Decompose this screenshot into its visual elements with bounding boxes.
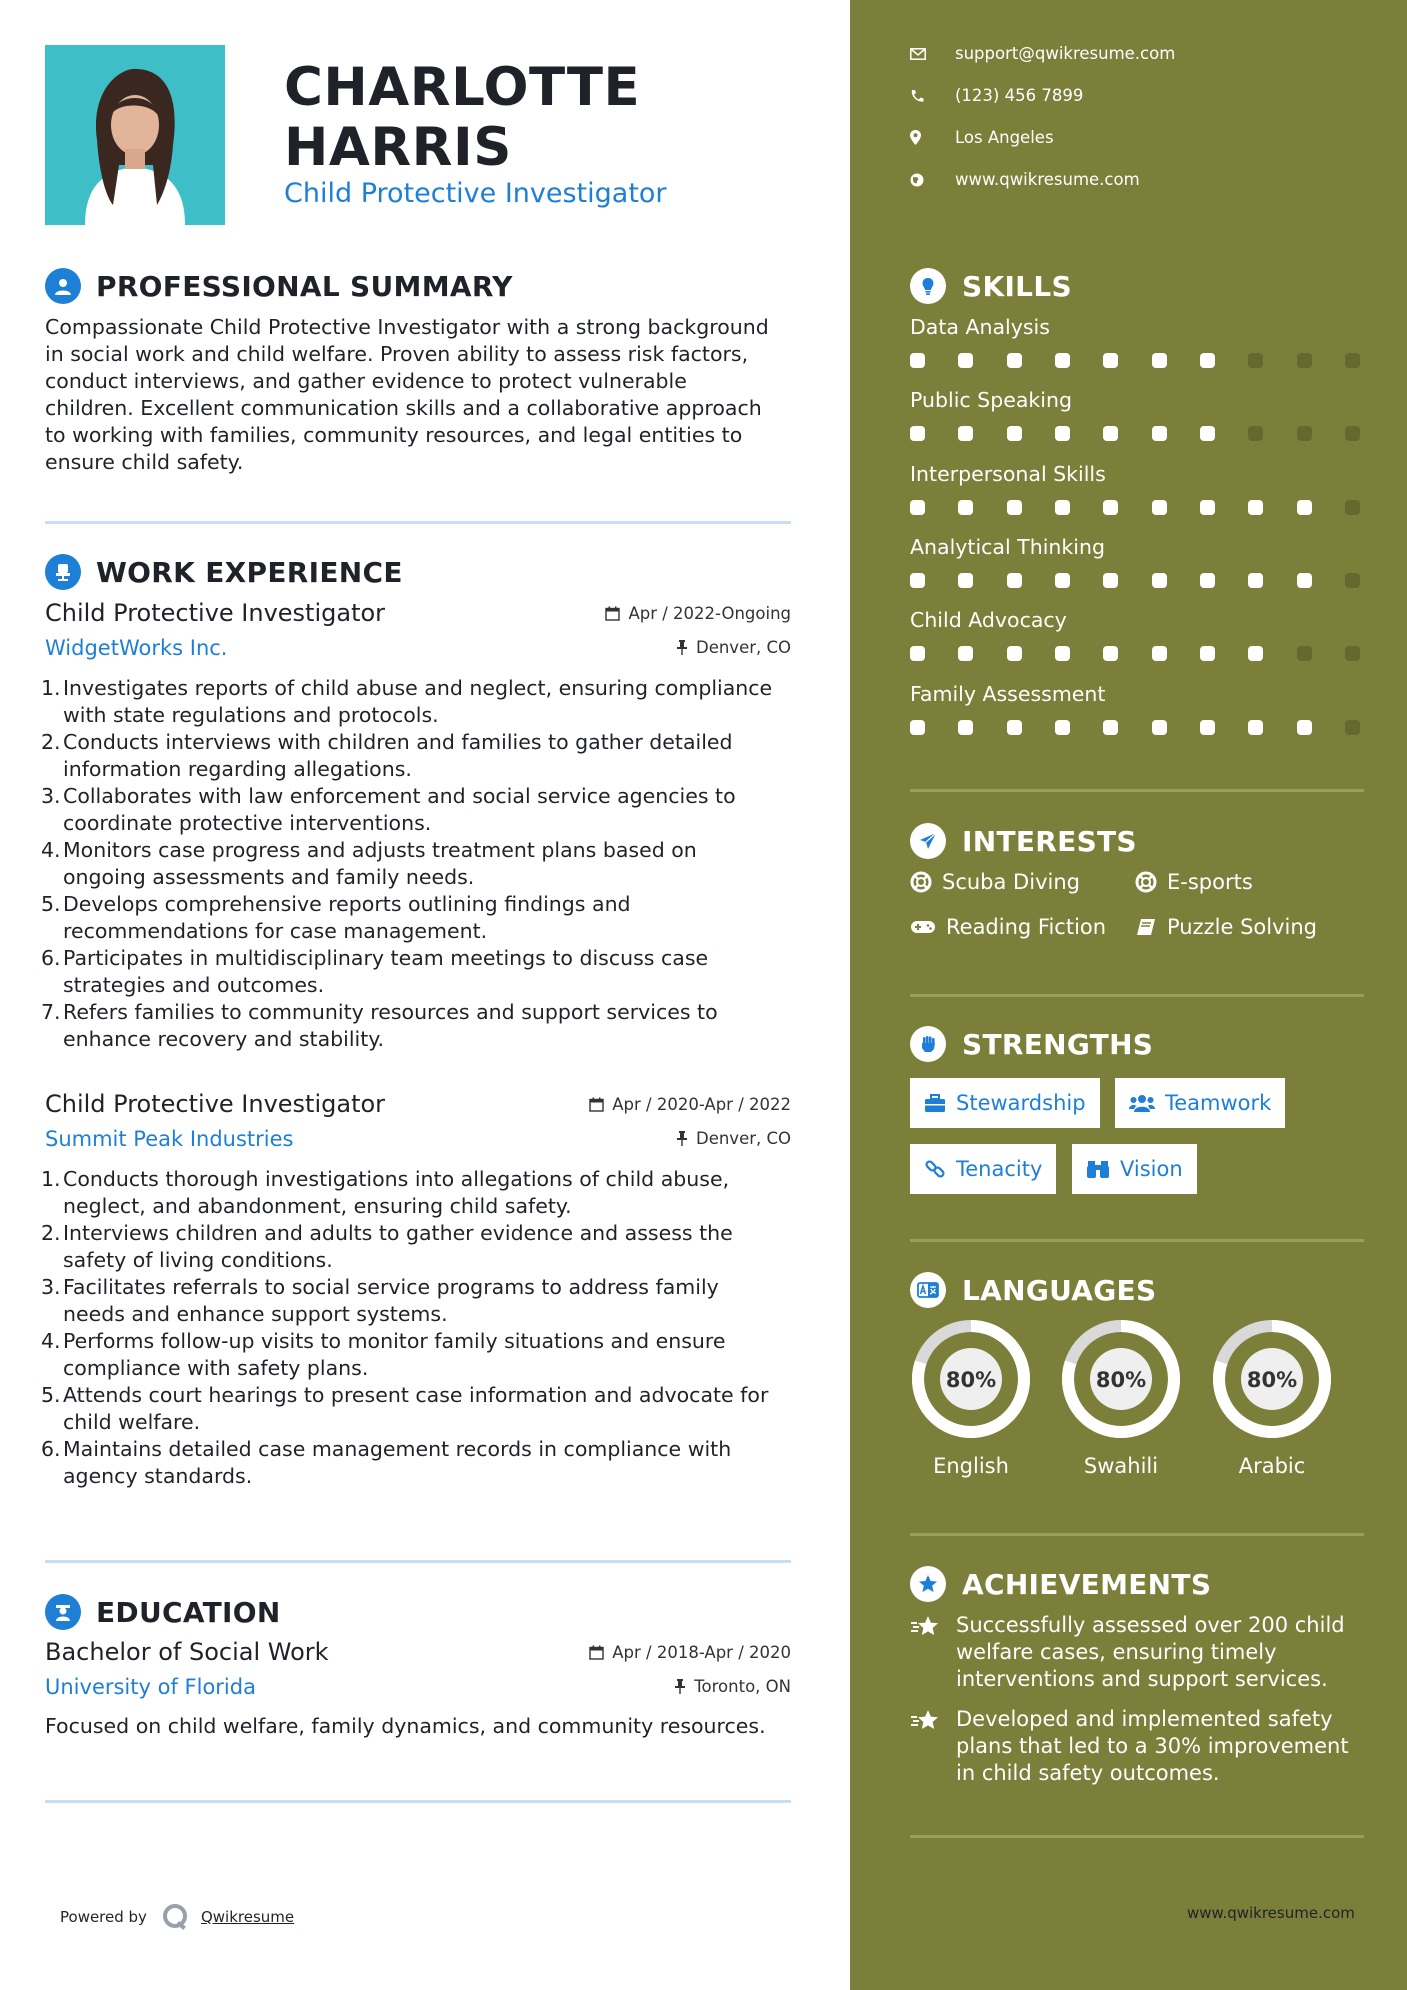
summary-line: conduct interviews, and gather evidence to protect vulnerable: [45, 369, 687, 393]
graduate-icon: [45, 1594, 81, 1630]
list-line: Participates in multidisciplinary team meetings to discuss case: [63, 946, 709, 970]
language-ring: [909, 1317, 1033, 1441]
skill-dot-filled: [1297, 573, 1312, 588]
list-line: with state regulations and protocols.: [63, 703, 439, 727]
powered-by: [60, 1902, 294, 1932]
education-description: Focused on child welfare, family dynamics, and community resources.: [45, 1714, 766, 1738]
list-number: 7.: [41, 1000, 61, 1024]
job-entry-title: Child Protective Investigator: [45, 1090, 386, 1118]
skill-dot-filled: [1007, 426, 1022, 441]
skill-dot-filled: [1152, 353, 1167, 368]
list-number: 5.: [41, 1383, 61, 1407]
name-line-1: CHARLOTTE: [284, 57, 641, 118]
summary-heading: [45, 268, 513, 304]
phone-icon: [910, 89, 924, 103]
list-item: [41, 1328, 791, 1382]
job-dates-text: Apr / 2020-Apr / 2022: [612, 1095, 791, 1114]
achievements-title: ACHIEVEMENTS: [962, 1567, 1212, 1601]
skill-dot-filled: [1055, 500, 1070, 515]
list-item: [41, 837, 791, 891]
language-name: Swahili: [1083, 1454, 1159, 1478]
languages-title: LANGUAGES: [962, 1273, 1157, 1307]
degree: Bachelor of Social Work: [45, 1638, 329, 1666]
skill-dot-filled: [1055, 426, 1070, 441]
language-name: Arabic: [1238, 1454, 1306, 1478]
job-entry: [41, 599, 791, 1053]
achievement-line: Successfully assessed over 200 child: [956, 1613, 1345, 1637]
skill-dot-filled: [958, 353, 973, 368]
interest-item: [910, 870, 1080, 894]
skill-item: [910, 535, 1364, 588]
skill-rating: [910, 353, 1360, 368]
list-line: Investigates reports of child abuse and neglect, ensuring compliance: [63, 676, 773, 700]
chair-icon: [45, 554, 81, 590]
powered-by-label: Powered by: [60, 1908, 147, 1926]
skill-rating: [910, 500, 1360, 515]
list-line: needs and enhance support systems.: [63, 1302, 448, 1326]
pin-icon: [674, 1679, 686, 1694]
skill-dot-filled: [1200, 353, 1215, 368]
interest-label: E-sports: [1167, 870, 1253, 894]
list-line: Conducts thorough investigations into allegations of child abuse,: [63, 1167, 730, 1191]
list-line: enhance recovery and stability.: [63, 1027, 385, 1051]
summary-line: in social work and child welfare. Proven ability to assess risk factors,: [45, 342, 749, 366]
contact-website[interactable]: [910, 170, 1140, 189]
skill-dot-filled: [910, 426, 925, 441]
school-name: University of Florida: [45, 1675, 256, 1699]
language-item: [909, 1317, 1033, 1478]
contact-phone[interactable]: [910, 86, 1083, 105]
skill-dot-empty: [1345, 500, 1360, 515]
list-line: Performs follow-up visits to monitor family situations and ensure: [63, 1329, 726, 1353]
education-entry: [45, 1638, 791, 1740]
skill-dot-empty: [1297, 426, 1312, 441]
language-item: [1210, 1317, 1334, 1478]
skill-dot-filled: [1152, 500, 1167, 515]
list-item: [41, 945, 791, 999]
company-name: Summit Peak Industries: [45, 1127, 294, 1151]
skill-dot-filled: [1248, 573, 1263, 588]
lifebuoy-icon: [1135, 871, 1157, 893]
skill-dot-filled: [1055, 573, 1070, 588]
skill-name: Public Speaking: [910, 388, 1072, 412]
footer-website[interactable]: www.qwikresume.com: [1187, 1904, 1355, 1922]
achievement-text: [956, 1706, 1349, 1787]
skill-dot-filled: [1248, 720, 1263, 735]
list-number: 2.: [41, 730, 61, 754]
list-item: [41, 1382, 791, 1436]
list-line: neglect, and abandonment, ensuring child safety.: [63, 1194, 572, 1218]
briefcase-icon: [924, 1094, 946, 1113]
achievement-line: plans that led to a 30% improvement: [956, 1734, 1349, 1758]
skill-dot-empty: [1297, 353, 1312, 368]
calendar-icon: [589, 1645, 604, 1660]
user-icon: [45, 268, 81, 304]
book-icon: [1135, 917, 1157, 937]
skill-dot-filled: [1103, 426, 1118, 441]
list-item: [41, 1166, 791, 1220]
job-location-text: Denver, CO: [695, 1129, 791, 1148]
strength-label: Teamwork: [1165, 1091, 1272, 1115]
skill-dot-filled: [1200, 500, 1215, 515]
language-item: [1059, 1317, 1183, 1478]
skill-name: Data Analysis: [910, 315, 1050, 339]
strengths-title: STRENGTHS: [962, 1027, 1154, 1061]
users-icon: [1129, 1094, 1155, 1112]
job-title: Child Protective Investigator: [284, 178, 667, 209]
summary-line: children. Excellent communication skills and a collaborative approach: [45, 396, 762, 420]
calendar-icon: [589, 1097, 604, 1112]
strength-badge: [910, 1078, 1100, 1128]
skill-name: Analytical Thinking: [910, 535, 1105, 559]
job-dates: [589, 1095, 791, 1114]
interest-label: Reading Fiction: [946, 915, 1107, 939]
achievements-heading: [910, 1566, 1211, 1602]
list-line: Attends court hearings to present case information and advocate for: [63, 1383, 769, 1407]
skill-dot-filled: [1200, 573, 1215, 588]
strength-badge: [910, 1144, 1056, 1194]
list-number: 4.: [41, 1329, 61, 1353]
job-bullets: [41, 1166, 791, 1490]
list-item: [41, 891, 791, 945]
contact-phone-text: (123) 456 7899: [955, 86, 1084, 105]
list-line: Refers families to community resources and support services to: [63, 1000, 718, 1024]
lightbulb-icon: [910, 268, 946, 304]
list-item: [41, 1274, 791, 1328]
job-dates-text: Apr / 2022-Ongoing: [628, 604, 791, 623]
summary-title: PROFESSIONAL SUMMARY: [96, 269, 513, 303]
skill-dot-filled: [1007, 573, 1022, 588]
divider: [910, 789, 1364, 792]
skill-dot-filled: [1103, 646, 1118, 661]
languages-heading: [910, 1272, 1156, 1308]
achievement-line: welfare cases, ensuring timely: [956, 1640, 1277, 1664]
list-line: Develops comprehensive reports outlining findings and: [63, 892, 631, 916]
skill-dot-filled: [1055, 720, 1070, 735]
interest-item: [1135, 915, 1317, 939]
experience-heading: [45, 554, 403, 590]
list-line: compliance with safety plans.: [63, 1356, 369, 1380]
list-line: child welfare.: [63, 1410, 201, 1434]
skill-dot-filled: [1248, 646, 1263, 661]
qwikresume-logo-icon: [161, 1902, 191, 1932]
list-number: 1.: [41, 676, 61, 700]
contact-location-text: Los Angeles: [955, 128, 1054, 147]
interest-label: Scuba Diving: [942, 870, 1080, 894]
skill-item: [910, 315, 1364, 368]
job-location: [676, 1129, 791, 1148]
list-item: [41, 783, 791, 837]
strengths-heading: [910, 1026, 1153, 1062]
achievement-line: Developed and implemented safety: [956, 1707, 1333, 1731]
skill-item: [910, 388, 1364, 441]
list-line: recommendations for case management.: [63, 919, 488, 943]
skill-dot-empty: [1297, 646, 1312, 661]
skill-dot-filled: [910, 573, 925, 588]
list-number: 3.: [41, 784, 61, 808]
job-location-text: Denver, CO: [695, 638, 791, 657]
map-marker-icon: [910, 130, 921, 145]
pin-icon: [676, 640, 688, 655]
skill-dot-filled: [1152, 646, 1167, 661]
list-line: Facilitates referrals to social service programs to address family: [63, 1275, 719, 1299]
education-title: EDUCATION: [96, 1595, 281, 1629]
skill-dot-filled: [958, 426, 973, 441]
list-number: 1.: [41, 1167, 61, 1191]
job-bullets: [41, 675, 791, 1053]
list-line: safety of living conditions.: [63, 1248, 333, 1272]
globe-icon: [910, 173, 924, 187]
skill-dot-filled: [1103, 573, 1118, 588]
skill-dot-filled: [1007, 500, 1022, 515]
star-badge-icon: [910, 1566, 946, 1602]
list-number: 6.: [41, 1437, 61, 1461]
pin-icon: [676, 1131, 688, 1146]
language-ring: [1210, 1317, 1334, 1441]
language-icon: [910, 1272, 946, 1308]
skill-dot-filled: [1055, 646, 1070, 661]
skill-dot-filled: [1152, 720, 1167, 735]
skill-dot-filled: [1007, 720, 1022, 735]
strength-label: Stewardship: [956, 1091, 1086, 1115]
list-line: agency standards.: [63, 1464, 253, 1488]
list-line: strategies and outcomes.: [63, 973, 325, 997]
education-location: [674, 1677, 791, 1696]
divider: [910, 994, 1364, 997]
strength-label: Tenacity: [956, 1157, 1043, 1181]
list-line: Maintains detailed case management records in compliance with: [63, 1437, 732, 1461]
skill-dot-filled: [958, 500, 973, 515]
contact-location: [910, 128, 1054, 147]
profile-photo: [45, 45, 225, 225]
skill-dot-empty: [1248, 426, 1263, 441]
achievement-line: interventions and support services.: [956, 1667, 1328, 1691]
list-line: Interviews children and adults to gather evidence and assess the: [63, 1221, 733, 1245]
language-ring: [1059, 1317, 1183, 1441]
skill-dot-filled: [1152, 426, 1167, 441]
summary-line: Compassionate Child Protective Investigator with a strong background: [45, 315, 769, 339]
skill-dot-filled: [958, 646, 973, 661]
language-percent: 80%: [1095, 1368, 1147, 1392]
summary-text: [45, 314, 795, 476]
skill-dot-empty: [1248, 353, 1263, 368]
skill-name: Child Advocacy: [910, 608, 1067, 632]
list-line: coordinate protective interventions.: [63, 811, 432, 835]
skill-dot-filled: [958, 720, 973, 735]
summary-line: ensure child safety.: [45, 450, 244, 474]
list-line: Collaborates with law enforcement and social service agencies to: [63, 784, 736, 808]
summary-line: to working with families, community resources, and legal entities to: [45, 423, 743, 447]
list-line: Conducts interviews with children and families to gather detailed: [63, 730, 733, 754]
name-line-2: HARRIS: [284, 117, 512, 178]
contact-website-text: www.qwikresume.com: [955, 170, 1140, 189]
achievement-text: [956, 1612, 1345, 1693]
contact-email-text: support@qwikresume.com: [955, 44, 1176, 63]
divider: [910, 1835, 1364, 1838]
list-number: 5.: [41, 892, 61, 916]
strength-badge: [1072, 1144, 1197, 1194]
list-number: 6.: [41, 946, 61, 970]
education-dates-text: Apr / 2018-Apr / 2020: [612, 1643, 791, 1662]
skills-heading: [910, 268, 1072, 304]
interest-label: Puzzle Solving: [1167, 915, 1317, 939]
list-item: [41, 1436, 791, 1490]
divider: [45, 1560, 791, 1563]
divider: [45, 521, 791, 524]
skill-dot-filled: [1200, 720, 1215, 735]
star-icon: [910, 1708, 942, 1734]
list-line: Monitors case progress and adjusts treatment plans based on: [63, 838, 697, 862]
skill-rating: [910, 426, 1360, 441]
list-item: [41, 1220, 791, 1274]
language-percent: 80%: [945, 1368, 997, 1392]
skill-dot-empty: [1345, 646, 1360, 661]
skill-name: Family Assessment: [910, 682, 1106, 706]
skill-dot-empty: [1345, 573, 1360, 588]
skill-dot-filled: [1200, 646, 1215, 661]
skill-item: [910, 462, 1364, 515]
list-item: [41, 999, 791, 1053]
interests-heading: [910, 823, 1137, 859]
skill-dot-filled: [958, 573, 973, 588]
skill-item: [910, 682, 1364, 735]
job-entry-title: Child Protective Investigator: [45, 599, 386, 627]
skill-rating: [910, 646, 1360, 661]
skill-name: Interpersonal Skills: [910, 462, 1106, 486]
skill-rating: [910, 720, 1360, 735]
gamepad-icon: [910, 918, 936, 936]
candidate-name: [284, 58, 640, 178]
education-location-text: Toronto, ON: [694, 1677, 791, 1696]
achievement-item: [910, 1612, 1364, 1693]
achievement-line: in child safety outcomes.: [956, 1761, 1220, 1785]
strength-badge: [1115, 1078, 1285, 1128]
calendar-icon: [605, 606, 620, 621]
skill-dot-empty: [1345, 353, 1360, 368]
skills-title: SKILLS: [962, 269, 1072, 303]
skill-dot-filled: [1152, 573, 1167, 588]
list-number: 2.: [41, 1221, 61, 1245]
divider: [910, 1239, 1364, 1242]
list-line: information regarding allegations.: [63, 757, 412, 781]
qwikresume-link[interactable]: Qwikresume: [200, 1908, 295, 1926]
paper-plane-icon: [910, 823, 946, 859]
skill-dot-filled: [910, 646, 925, 661]
skill-dot-filled: [1103, 720, 1118, 735]
skill-dot-filled: [910, 720, 925, 735]
divider: [910, 1533, 1364, 1536]
list-number: 3.: [41, 1275, 61, 1299]
skill-dot-filled: [1103, 500, 1118, 515]
skill-dot-filled: [1055, 353, 1070, 368]
skill-dot-filled: [1200, 426, 1215, 441]
strength-label: Vision: [1120, 1157, 1183, 1181]
envelope-icon: [910, 48, 926, 60]
job-entry: [41, 1090, 791, 1490]
skill-item: [910, 608, 1364, 661]
interest-item: [910, 915, 1106, 939]
lifebuoy-icon: [910, 871, 932, 893]
skill-dot-filled: [1248, 500, 1263, 515]
skill-dot-filled: [1103, 353, 1118, 368]
skill-dot-filled: [910, 353, 925, 368]
link-icon: [924, 1158, 946, 1180]
list-item: [41, 675, 791, 729]
contact-email[interactable]: [910, 44, 1175, 63]
star-icon: [910, 1614, 942, 1640]
divider: [45, 1800, 791, 1803]
achievement-item: [910, 1706, 1364, 1787]
language-percent: 80%: [1246, 1368, 1298, 1392]
list-item: [41, 729, 791, 783]
skill-dot-filled: [1007, 646, 1022, 661]
skill-dot-empty: [1345, 426, 1360, 441]
interest-item: [1135, 870, 1253, 894]
skill-dot-filled: [1007, 353, 1022, 368]
company-name: WidgetWorks Inc.: [45, 636, 228, 660]
education-heading: [45, 1594, 281, 1630]
list-number: 4.: [41, 838, 61, 862]
experience-title: WORK EXPERIENCE: [96, 555, 403, 589]
skill-dot-empty: [1345, 720, 1360, 735]
skill-rating: [910, 573, 1360, 588]
skill-dot-filled: [1297, 500, 1312, 515]
language-name: English: [933, 1454, 1009, 1478]
list-line: ongoing assessments and family needs.: [63, 865, 475, 889]
education-dates: [589, 1643, 791, 1662]
fist-icon: [910, 1026, 946, 1062]
binoculars-icon: [1086, 1159, 1110, 1179]
job-dates: [605, 604, 791, 623]
job-location: [676, 638, 791, 657]
interests-title: INTERESTS: [962, 824, 1137, 858]
skill-dot-filled: [910, 500, 925, 515]
skill-dot-filled: [1297, 720, 1312, 735]
